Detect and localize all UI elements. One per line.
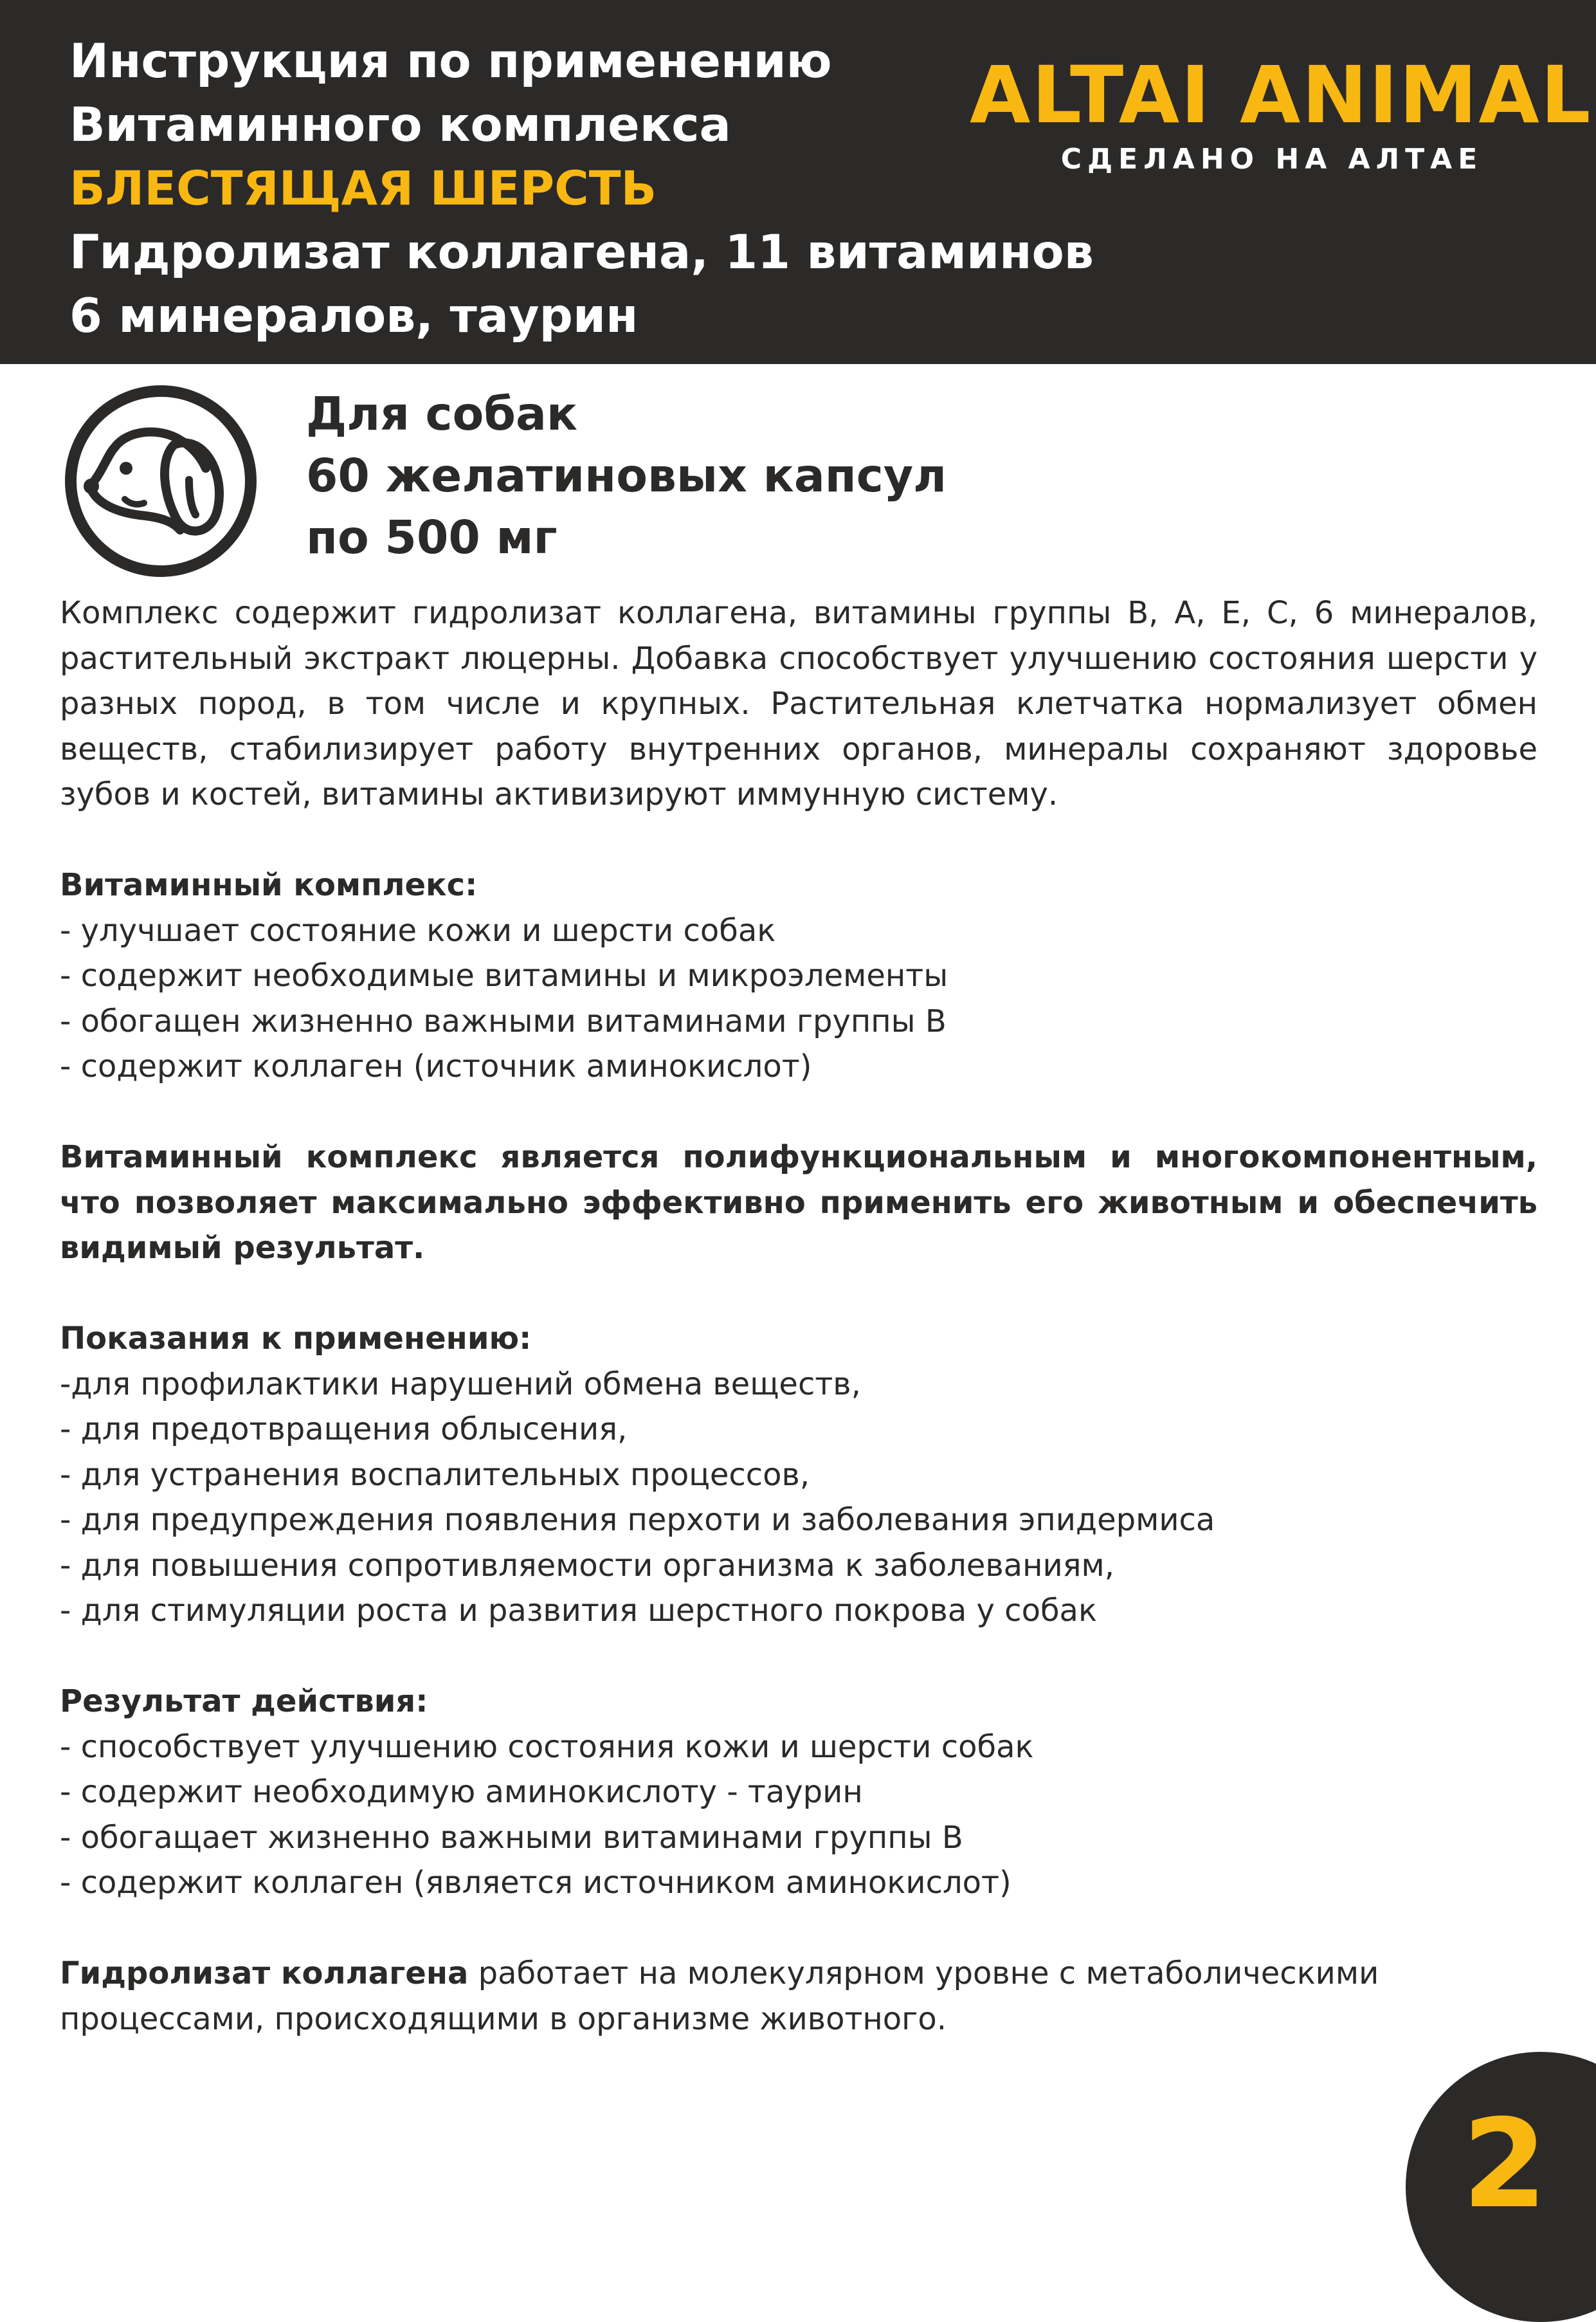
list-item: - обогащен жизненно важными витаминами группы В: [60, 1003, 947, 1039]
brand-logo: [970, 50, 1592, 179]
document-title: [69, 30, 1094, 348]
list-item: - улучшает состояние кожи и шерсти собак: [60, 912, 776, 949]
product-target: Для собак: [306, 387, 578, 441]
product-name: БЛЕСТЯЩАЯ ШЕРСТЬ: [69, 161, 657, 216]
list-item: - содержит необходимую аминокислоту - таурин: [60, 1774, 863, 1810]
title-line: 6 минералов, таурин: [69, 289, 639, 343]
collagen-paragraph: [60, 1951, 1537, 2042]
list-item: - для предотвращения облысения,: [60, 1411, 628, 1447]
title-line: Инструкция по применению: [69, 34, 832, 89]
list-item: - способствует улучшению состояния кожи и шерсти собак: [60, 1728, 1034, 1765]
title-line: Гидролизат коллагена, 11 витаминов: [69, 225, 1094, 280]
indications-heading: Показания к применению:: [60, 1321, 532, 1357]
title-line: Витаминного комплекса: [69, 98, 731, 152]
intro-paragraph: Комплекс содержит гидролизат коллагена, витамины группы В, А, Е, С, 6 минералов, растительный экстракт люцерны. Добавка способствует улучшению состояния шерсти у разных пород, в том числе и крупных. Растительная клетчатка нормализует обмен веществ, стабилизирует работу внутренних органов, минералы сохраняют здоровье зубов и костей, витамины активизируют иммунную систему.: [60, 595, 1537, 812]
product-quantity: 60 желатиновых капсул: [306, 449, 947, 502]
complex-heading: Витаминный комплекс:: [60, 867, 478, 903]
result-heading: Результат действия:: [60, 1683, 428, 1719]
list-item: - содержит коллаген (является источником аминокислот): [60, 1865, 1011, 1901]
page-number: 2: [1462, 2093, 1548, 2235]
list-item: - для предупреждения появления перхоти и заболевания эпидермиса: [60, 1502, 1215, 1538]
list-item: - содержит коллаген (источник аминокислот): [60, 1048, 812, 1084]
brand-tagline: СДЕЛАНО НА АЛТАЕ: [1060, 143, 1483, 176]
statement-paragraph: Витаминный комплекс является полифункциональным и многокомпонентным, что позволяет максимально эффективно применить его животным и обеспечить видимый результат.: [60, 1139, 1537, 1266]
list-item: - для повышения сопротивляемости организма к заболеваниям,: [60, 1547, 1115, 1584]
dog-icon: [63, 383, 258, 579]
header-banner: [0, 0, 1596, 364]
product-dose: по 500 мг: [306, 511, 558, 564]
collagen-term: Гидролизат коллагена: [60, 1955, 469, 1991]
list-item: - содержит необходимые витамины и микроэлементы: [60, 958, 948, 994]
collagen-text: работает на молекулярном уровне с метаболическими процессами, происходящими в организме животного.: [60, 1955, 1379, 2037]
list-item: - для устранения воспалительных процессов,: [60, 1456, 810, 1493]
product-info: [306, 383, 947, 569]
brand-name: ALTAI ANIMAL: [970, 50, 1592, 141]
list-item: - обогащает жизненно важными витаминами группы В: [60, 1819, 963, 1856]
list-item: - для стимуляции роста и развития шерстного покрова у собак: [60, 1593, 1097, 1629]
list-item: -для профилактики нарушений обмена веществ,: [60, 1366, 861, 1402]
instruction-body: [60, 590, 1537, 2042]
